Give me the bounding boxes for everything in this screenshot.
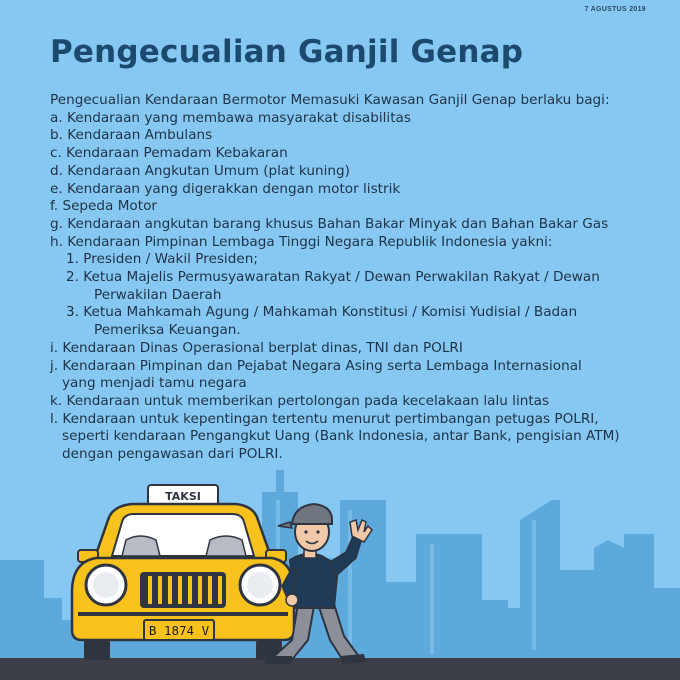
page-title: Pengecualian Ganjil Genap xyxy=(50,34,524,70)
taxi-car xyxy=(72,485,294,660)
list-item-j: j. Kendaraan Pimpinan dan Pejabat Negara Asing serta Lembaga Internasional xyxy=(50,357,582,374)
list-item-l-cont-2: dengan pengawasan dari POLRI. xyxy=(62,446,283,463)
taxi-sign-text: TAKSI xyxy=(165,490,201,503)
road xyxy=(0,658,680,680)
sublist-item-2-cont: Perwakilan Daerah xyxy=(94,286,222,303)
list-item-c: c. Kendaraan Pemadam Kebakaran xyxy=(50,145,288,162)
list-item-k: k. Kendaraan untuk memberikan pertolongan pada kecelakaan lalu lintas xyxy=(50,392,550,409)
date-label: 7 AGUSTUS 2019 xyxy=(584,6,646,13)
list-item-i: i. Kendaraan Dinas Operasional berplat dinas, TNI dan POLRI xyxy=(50,339,463,356)
sublist-item-3: 3. Ketua Mahkamah Agung / Mahkamah Konstitusi / Komisi Yudisial / Badan xyxy=(66,304,578,321)
sublist-item-2: 2. Ketua Majelis Permusyawaratan Rakyat / Dewan Perwakilan Rakyat / Dewan xyxy=(66,269,600,286)
list-item-g: g. Kendaraan angkutan barang khusus Bahan Bakar Minyak dan Bahan Bakar Gas xyxy=(50,215,609,232)
list-item-a: a. Kendaraan yang membawa masyarakat disabilitas xyxy=(50,109,411,126)
list-item-e: e. Kendaraan yang digerakkan dengan motor listrik xyxy=(50,180,401,197)
list-item-l: l. Kendaraan untuk kepentingan tertentu menurut pertimbangan petugas POLRI, xyxy=(50,410,599,427)
list-item-f: f. Sepeda Motor xyxy=(50,198,157,215)
intro-text: Pengecualian Kendaraan Bermotor Memasuki Kawasan Ganjil Genap berlaku bagi: xyxy=(50,92,610,108)
list-item-j-cont: yang menjadi tamu negara xyxy=(62,375,247,392)
list-item-h: h. Kendaraan Pimpinan Lembaga Tinggi Negara Republik Indonesia yakni: xyxy=(50,233,553,250)
license-plate-text: B 1874 V xyxy=(148,623,210,638)
list-item-d: d. Kendaraan Angkutan Umum (plat kuning) xyxy=(50,162,350,179)
list-item-l-cont-1: seperti kendaraan Pengangkut Uang (Bank Indonesia, antar Bank, pengisian ATM) xyxy=(62,428,620,445)
sublist-item-1: 1. Presiden / Wakil Presiden; xyxy=(66,251,258,268)
sublist-item-3-cont: Pemeriksa Keuangan. xyxy=(94,322,241,339)
list-item-b: b. Kendaraan Ambulans xyxy=(50,127,213,144)
